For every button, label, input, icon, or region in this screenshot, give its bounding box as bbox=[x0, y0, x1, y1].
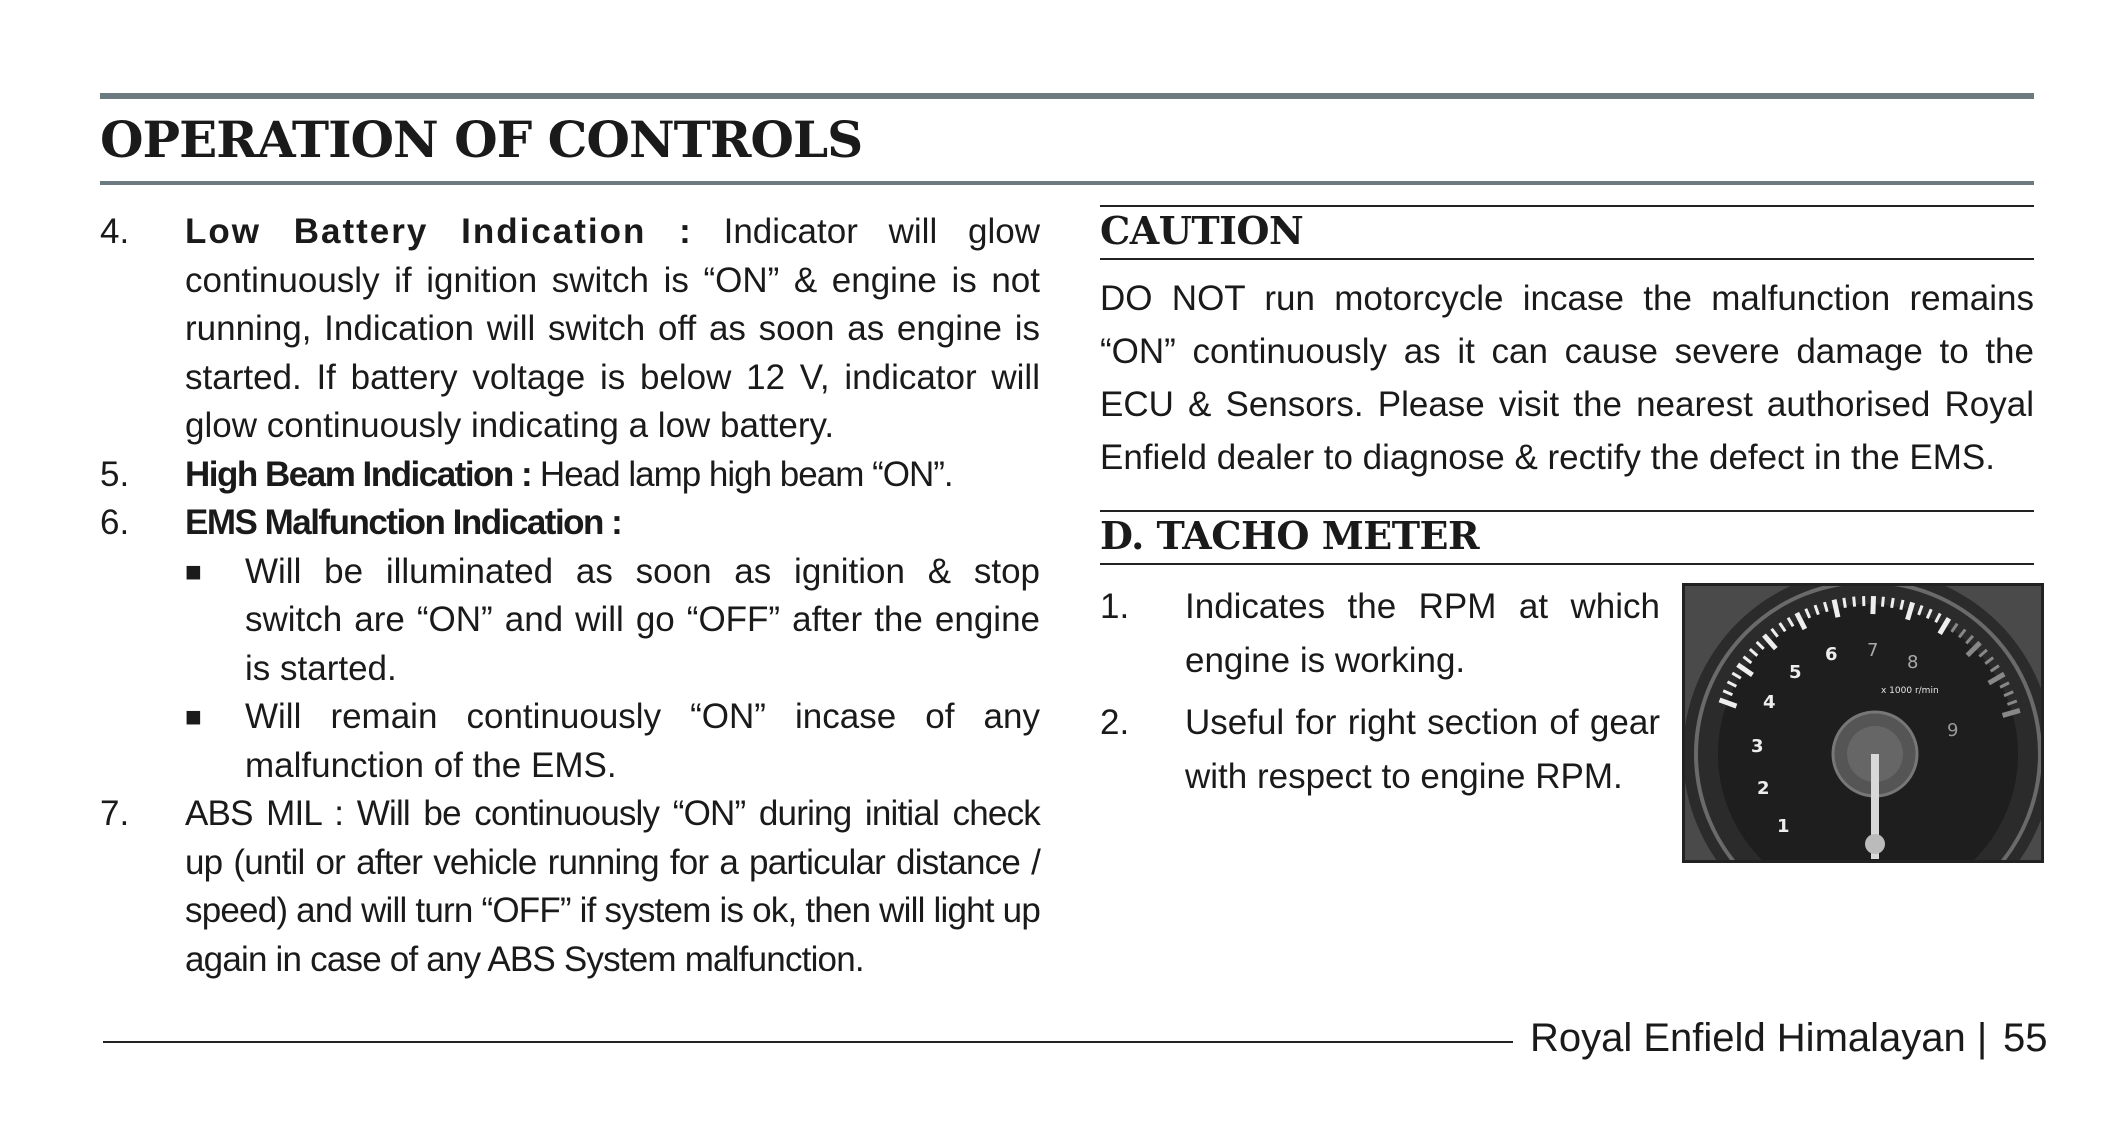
dial-tick bbox=[1882, 597, 1883, 607]
item-number: 6. bbox=[100, 503, 130, 542]
top-rule bbox=[100, 93, 2034, 99]
tacho-list bbox=[1100, 580, 1660, 812]
dial-number: 4 bbox=[1763, 692, 1776, 713]
dial-tick bbox=[1854, 597, 1855, 607]
dial-number: 1 bbox=[1777, 816, 1790, 837]
dial-number: 6 bbox=[1825, 644, 1838, 665]
item-body bbox=[185, 451, 1040, 500]
item-number: 1. bbox=[1100, 587, 1130, 626]
item-text: Indicator will glow continuously if ignition switch is “ON” & engine is not running, Indication will switch off as soon as engine is started. If battery voltage is below 12 V, indicator will glow continuously indicating a low battery. bbox=[185, 212, 1040, 445]
tacho-title-rule bbox=[1100, 563, 2034, 565]
bullet-item bbox=[185, 693, 1040, 790]
caution-title-rule bbox=[1100, 258, 2034, 260]
item-number: 7. bbox=[100, 794, 130, 833]
list-item-high-beam bbox=[100, 451, 1040, 500]
caution-text: DO NOT run motorcycle incase the malfunction remains “ON” continuously as it can cause severe damage to the ECU & Sensors. Please visit the nearest authorised Royal Enfield dealer to diagnose & rectify the defect in the EMS. bbox=[1100, 279, 2034, 477]
list-item-ems-malfunction bbox=[100, 499, 1040, 790]
item-body bbox=[185, 499, 1040, 790]
dial-unit-label: x 1000 r/min bbox=[1881, 686, 1939, 696]
left-column bbox=[100, 208, 1040, 984]
page-title: OPERATION OF CONTROLS bbox=[100, 110, 863, 169]
bullet-text: Will be illuminated as soon as ignition & stop switch are “ON” and will go “OFF” after the engine is started. bbox=[245, 551, 1040, 688]
tacho-title: D. TACHO METER bbox=[1100, 513, 1480, 558]
item-label: High Beam Indication : bbox=[185, 454, 532, 494]
square-bullet-icon: ■ bbox=[185, 555, 202, 587]
page-number: 55 bbox=[2003, 1016, 2048, 1060]
dial-tick bbox=[1873, 596, 1874, 614]
tacho-top-rule bbox=[1100, 510, 2034, 512]
item-number: 4. bbox=[100, 212, 130, 251]
list-item bbox=[1100, 580, 1660, 688]
footer-brand: Royal Enfield Himalayan | bbox=[1530, 1016, 1988, 1060]
dial-number: 5 bbox=[1789, 662, 1802, 683]
item-label: EMS Malfunction Indication : bbox=[185, 503, 622, 542]
item-text: Indicates the RPM at which engine is working. bbox=[1185, 587, 1660, 680]
title-underline bbox=[100, 181, 2034, 185]
dial-number: 8 bbox=[1907, 652, 1919, 673]
item-text: Head lamp high beam “ON”. bbox=[531, 454, 953, 494]
item-text: Useful for right section of gear with respect to engine RPM. bbox=[1185, 703, 1660, 796]
item-number: 2. bbox=[1100, 703, 1130, 742]
item-body bbox=[185, 208, 1040, 451]
item-text: ABS MIL : Will be continuously “ON” during initial check up (until or after vehicle running for a particular distance / speed) and will turn “OFF” if system is ok, then will light up again in case of any ABS System malfunction. bbox=[185, 794, 1040, 979]
square-bullet-icon: ■ bbox=[185, 701, 202, 732]
list-item-low-battery bbox=[100, 208, 1040, 451]
bullet-text: Will remain continuously “ON” incase of any malfunction of the EMS. bbox=[245, 697, 1040, 785]
dial-number: 3 bbox=[1751, 736, 1764, 757]
caution-top-rule bbox=[1100, 205, 2034, 207]
list-item-abs-mil bbox=[100, 790, 1040, 984]
list-item bbox=[1100, 696, 1660, 804]
dial-number: 9 bbox=[1947, 720, 1959, 741]
tachometer-dial-icon bbox=[1685, 586, 2041, 860]
footer-rule bbox=[103, 1041, 1513, 1043]
dial-tick bbox=[1892, 598, 1894, 608]
dial-tick bbox=[1844, 598, 1846, 608]
dial-number: 2 bbox=[1757, 778, 1770, 799]
item-body bbox=[185, 790, 1040, 984]
caution-title: CAUTION bbox=[1100, 208, 1304, 253]
bullet-item bbox=[185, 548, 1040, 694]
dial-number: 7 bbox=[1867, 640, 1879, 661]
tachometer-image bbox=[1682, 583, 2044, 863]
item-label: Low Battery Indication : bbox=[185, 212, 693, 251]
item-number: 5. bbox=[100, 454, 130, 494]
